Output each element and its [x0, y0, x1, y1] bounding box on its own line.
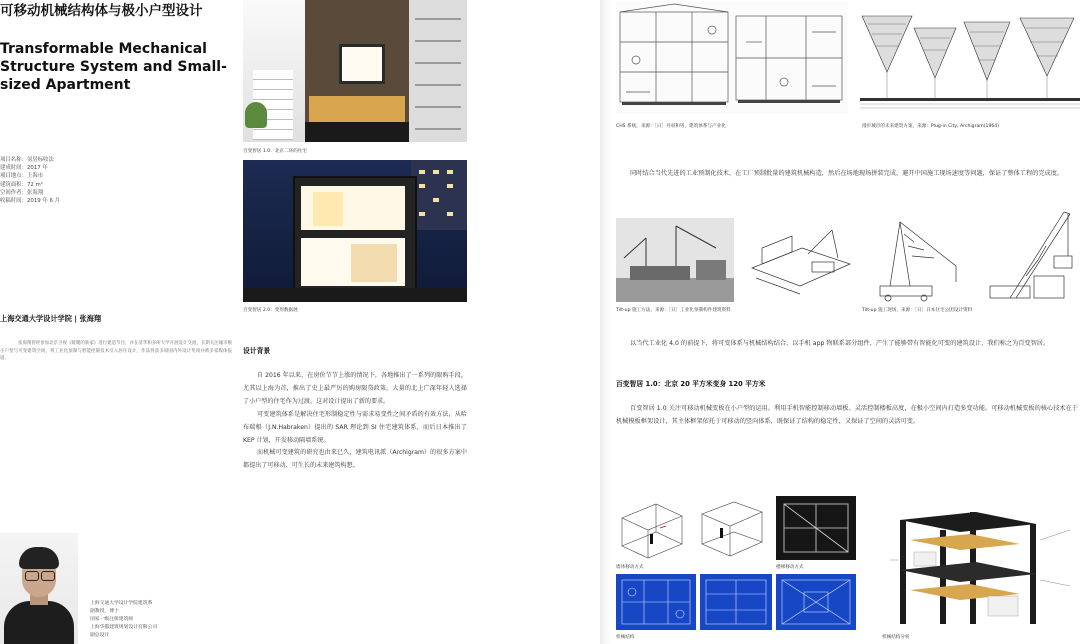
stair-movement-diagram: [696, 498, 768, 562]
paragraph: 同时结合当代先进的工业预制化技术，在工厂预制批量的建筑机械构造，然后在场地现场拼装完成，避开中国施工现场速度等问题，保证了整体工程的完成度。: [630, 170, 1064, 177]
meta-line: 收稿时间：2019 年 6 月: [0, 198, 61, 205]
meta-line: 项目名称：氢居标收法: [0, 157, 54, 163]
figure-caption: 漫步城市的未来建筑方案，来源：Plug-in City, Archigram(1964): [862, 124, 1000, 129]
meta-line: 建筑面积：72 m²: [0, 181, 43, 188]
author-caption: [90, 600, 240, 640]
paragraph: 百变智居 1.0 关注可移动机械变板在小户型的运用。利用手机智能控制移动墙板、灵活控制楼板高度，在极小空间内打造多变功能。可移动机械变板的核心技术在于机械模板框架设计，其主体框架依托于可移动的竖向体系，既保证了结构的稳定性，又保证了空间的灵活可变。: [616, 405, 1078, 425]
author-portrait: [0, 533, 78, 644]
paragraph: 而机械可变建筑的研究也由来已久，建筑电讯派（Archigram）的很多方案中都提出了可移动、可生长的未来建筑构想。: [243, 449, 467, 470]
interior-photo: [243, 0, 467, 142]
mechanical-structure-render: [880, 500, 1078, 632]
blueprint-drawing: [776, 574, 856, 630]
caption-line: 国家一级注册建筑师: [90, 617, 134, 622]
tilt-up-sketch: [742, 218, 860, 302]
chs-section-drawing: [616, 2, 848, 114]
photo-caption: 百变智居 1.0：北京二环的住宅: [243, 149, 307, 154]
section-heading: 百变智居 1.0：北京 20 平方米变身 120 平方米: [616, 380, 766, 388]
author-heading: 上海交通大学设计学院 | 张海翔: [0, 314, 102, 323]
paragraph: 可变建筑体系是解决住宅形制稳定性与需求易变性之间矛盾的有效方法，从哈布瑞根（J.N.Habraken）提出的 SAR 理论到 SI 住宅建筑体系，而后日本推出了 KEP 计划，开发移动隔墙系统。: [243, 410, 467, 444]
figure-caption: 楼梯移动方式: [776, 565, 804, 570]
page-gutter: [600, 0, 612, 644]
crane-drawing: [980, 206, 1078, 306]
blueprint-drawing: [616, 574, 696, 630]
figure-caption: CHS 系统，来源：［日］丹羽和男，建筑体系与产业化: [616, 124, 726, 129]
caption-line: 副教授，博士: [90, 609, 119, 614]
night-exterior-photo: [243, 160, 467, 302]
figure-caption: Tilt-up 施工现场，来源：［日］日本住宅公团设计资料: [862, 308, 973, 313]
figure-caption: 墙体移动方式: [616, 565, 644, 570]
wall-movement-diagram: [616, 498, 688, 562]
figure-caption: 机械结构分析: [882, 635, 910, 640]
tilt-up-photo: [616, 218, 734, 302]
section-heading: 设计背景: [243, 347, 271, 355]
figure-caption: Tilt-up 施工方法，来源：［日］工业化预制构件建筑资料: [616, 308, 731, 313]
author-bio: 张海翔曾经参加北京卫视《暖暖的新家》进行建造节目，并在清华和多所大学开展设计交流，长期关注城市极小户型与可变建筑空间，将工业化预制与智能控制技术引入居住设计，作品曾获多项国内外设计奖项并被多家媒体报道。: [0, 341, 232, 362]
plug-in-city-drawing: [860, 2, 1080, 114]
meta-line: 建成时间：2017 年: [0, 165, 48, 172]
paragraph: 自 2016 年以来，在房价节节上涨的情况下，各地推出了一系列的限购手段，尤其以上海为首，推出了史上最严厉的购房限贷政策。大量的北上广深年轻人选择了小户型的住宅作为过渡，这对设计提出了新的要求。: [243, 372, 467, 405]
crane-drawing: [870, 212, 976, 304]
structure-photo: [776, 496, 856, 560]
article-title-cn: 可移动机械结构体与极小户型设计: [0, 3, 203, 19]
caption-line: 上海交通大学设计学院建筑系: [90, 601, 153, 606]
photo-caption: 百变智居 2.0：变形数据展: [243, 308, 298, 313]
article-title-en: Transformable Mechanical Structure System and Small-sized Apartment: [0, 41, 227, 93]
meta-line: 项目地点：上海市: [0, 173, 44, 180]
caption-line: 副总设计: [90, 633, 110, 638]
caption-line: 上海华都建筑规划设计有限公司: [90, 625, 158, 630]
project-meta: [0, 156, 60, 205]
body-text: [243, 370, 467, 473]
paragraph: 以当代工业化 4.0 的前提下，将可变体系与机械结构结合，以手机 app 物联系部分组件，产生了能够带有智能化可变的建筑设计，我们称之为百变智居。: [630, 340, 1050, 347]
meta-line: 空间作者：张海翔: [0, 189, 44, 196]
blueprint-drawing: [700, 574, 772, 630]
figure-caption: 机械结构: [616, 635, 635, 640]
